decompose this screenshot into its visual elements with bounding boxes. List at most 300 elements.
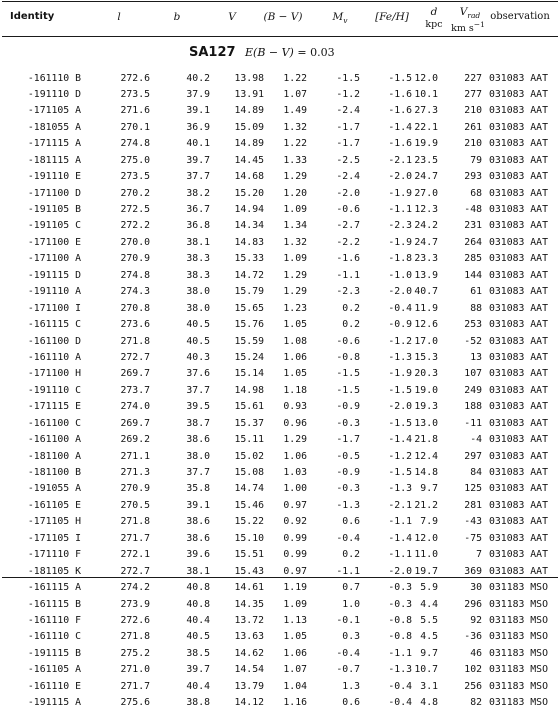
cell-identity: -161100 D — [27, 335, 81, 347]
section-heading — [0, 45, 560, 65]
cell-l: 271.8 — [120, 335, 150, 347]
cell-identity: -161100 A — [27, 434, 81, 446]
cell-d: 5.9 — [420, 582, 438, 594]
cell-mv: -1.7 — [336, 121, 360, 133]
cell-vrad: 210 — [464, 138, 482, 150]
cell-feh: -0.4 — [388, 680, 412, 692]
cell-v: 15.11 — [234, 434, 264, 446]
cell-bv: 1.06 — [283, 450, 307, 462]
header-b: b — [173, 11, 181, 23]
table-row — [0, 218, 560, 234]
cell-v: 14.98 — [234, 384, 264, 396]
cell-d: 24.2 — [414, 220, 438, 232]
cell-d: 22.1 — [414, 121, 438, 133]
cell-observation: 031083 AAT — [489, 220, 548, 232]
cell-l: 271.8 — [120, 516, 150, 528]
cell-feh: -1.5 — [388, 467, 412, 478]
cell-b: 38.6 — [186, 532, 210, 544]
cell-feh: -1.6 — [388, 105, 412, 117]
cell-mv: -0.3 — [336, 483, 360, 495]
cell-mv: -1.5 — [336, 72, 360, 84]
cell-v: 15.79 — [234, 286, 264, 298]
cell-vrad: 7 — [476, 549, 482, 561]
cell-vrad: -75 — [464, 532, 482, 544]
cell-observation: 031183 MSO — [489, 697, 548, 709]
cell-v: 13.98 — [234, 72, 264, 84]
cell-feh: -0.8 — [388, 631, 412, 643]
cell-bv: 1.29 — [283, 269, 307, 281]
cell-v: 15.08 — [234, 467, 264, 478]
header-bv: (B − V) — [263, 11, 303, 23]
cell-observation: 031083 AAT — [489, 138, 548, 150]
cell-bv: 1.06 — [283, 647, 307, 659]
cell-vrad: 231 — [464, 220, 482, 232]
cell-l: 273.5 — [120, 88, 150, 100]
cell-vrad: 125 — [464, 483, 482, 495]
cell-bv: 1.04 — [283, 680, 307, 692]
cell-bv: 0.97 — [283, 499, 307, 511]
cell-b: 39.5 — [186, 401, 210, 413]
table-row — [0, 136, 560, 152]
cell-identity: -171105 I — [27, 532, 81, 544]
cell-feh: -1.6 — [388, 88, 412, 100]
cell-vrad: 46 — [470, 647, 482, 659]
cell-b: 39.7 — [186, 664, 210, 676]
cell-identity: -161115 C — [27, 319, 81, 331]
cell-l: 272.6 — [120, 72, 150, 84]
section-reddening — [245, 46, 335, 59]
cell-l: 271.7 — [120, 680, 150, 692]
table-row — [0, 580, 560, 596]
cell-l: 269.7 — [120, 368, 150, 380]
cell-observation: 031083 AAT — [489, 72, 548, 84]
cell-b: 38.3 — [186, 269, 210, 281]
cell-observation: 031083 AAT — [489, 88, 548, 100]
cell-feh: -1.0 — [388, 269, 412, 281]
cell-feh: -1.4 — [388, 532, 412, 544]
header-mv-sub: v — [343, 16, 348, 26]
cell-l: 272.6 — [120, 614, 150, 626]
cell-feh: -1.4 — [388, 121, 412, 133]
cell-v: 14.89 — [234, 105, 264, 117]
cell-bv: 1.09 — [283, 598, 307, 610]
cell-identity: -161105 A — [27, 664, 81, 676]
cell-mv: 0.2 — [342, 549, 360, 561]
cell-bv: 0.97 — [283, 565, 307, 577]
cell-bv: 1.34 — [283, 220, 307, 232]
table-row — [0, 531, 560, 547]
cell-v: 15.24 — [234, 351, 264, 363]
cell-vrad: 210 — [464, 105, 482, 117]
cell-l: 275.2 — [120, 647, 150, 659]
cell-v: 14.83 — [234, 236, 264, 248]
cell-b: 38.1 — [186, 565, 210, 577]
cell-d: 4.8 — [420, 697, 438, 709]
cell-vrad: -36 — [464, 631, 482, 643]
cell-bv: 1.05 — [283, 631, 307, 643]
header-vrad-unit — [451, 19, 485, 35]
cell-mv: 0.3 — [342, 631, 360, 643]
cell-b: 38.0 — [186, 450, 210, 462]
cell-observation: 031083 AAT — [489, 204, 548, 215]
cell-b: 39.7 — [186, 154, 210, 166]
cell-identity: -191110 A — [27, 286, 81, 298]
cell-b: 39.1 — [186, 499, 210, 511]
cell-l: 271.7 — [120, 532, 150, 544]
cell-bv: 1.29 — [283, 434, 307, 446]
cell-b: 38.0 — [186, 302, 210, 314]
cell-bv: 1.09 — [283, 253, 307, 265]
cell-vrad: 30 — [470, 582, 482, 594]
cell-mv: -1.2 — [336, 88, 360, 100]
cell-identity: -191105 B — [27, 204, 81, 215]
cell-vrad: 61 — [470, 286, 482, 298]
cell-feh: -0.4 — [388, 302, 412, 314]
cell-mv: -1.7 — [336, 138, 360, 150]
cell-b: 38.2 — [186, 187, 210, 199]
cell-d: 12.0 — [414, 72, 438, 84]
cell-d: 11.9 — [414, 302, 438, 314]
cell-d: 21.8 — [414, 434, 438, 446]
table-row — [0, 662, 560, 678]
cell-observation: 031083 AAT — [489, 368, 548, 380]
cell-vrad: 92 — [470, 614, 482, 626]
cell-v: 13.79 — [234, 680, 264, 692]
cell-feh: -0.9 — [388, 319, 412, 331]
cell-bv: 1.19 — [283, 582, 307, 594]
cell-l: 271.0 — [120, 664, 150, 676]
cell-bv: 1.23 — [283, 302, 307, 314]
cell-feh: -1.1 — [388, 647, 412, 659]
cell-identity: -171110 F — [27, 549, 81, 561]
cell-mv: -0.8 — [336, 351, 360, 363]
cell-mv: -1.6 — [336, 253, 360, 265]
cell-v: 15.61 — [234, 401, 264, 413]
cell-feh: -2.3 — [388, 220, 412, 232]
header-rule — [2, 36, 558, 37]
cell-bv: 1.07 — [283, 664, 307, 676]
table-row — [0, 235, 560, 251]
cell-vrad: -52 — [464, 335, 482, 347]
cell-v: 14.89 — [234, 138, 264, 150]
cell-bv: 1.49 — [283, 105, 307, 117]
cell-d: 10.7 — [414, 664, 438, 676]
table-row — [0, 366, 560, 382]
cell-feh: -1.1 — [388, 204, 412, 215]
cell-identity: -161110 C — [27, 631, 81, 643]
cell-d: 9.7 — [420, 647, 438, 659]
table-row — [0, 465, 560, 481]
cell-v: 14.94 — [234, 204, 264, 215]
cell-b: 40.8 — [186, 582, 210, 594]
cell-vrad: 79 — [470, 154, 482, 166]
cell-identity: -171100 H — [27, 368, 81, 380]
cell-l: 273.5 — [120, 171, 150, 183]
cell-identity: -171100 A — [27, 253, 81, 265]
cell-feh: -1.2 — [388, 335, 412, 347]
cell-feh: -0.3 — [388, 582, 412, 594]
cell-bv: 1.29 — [283, 286, 307, 298]
cell-mv: 0.6 — [342, 697, 360, 709]
cell-b: 37.9 — [186, 88, 210, 100]
cell-l: 272.2 — [120, 220, 150, 232]
cell-l: 270.0 — [120, 236, 150, 248]
cell-observation: 031083 AAT — [489, 499, 548, 511]
cell-mv: -1.1 — [336, 565, 360, 577]
cell-mv: 0.2 — [342, 302, 360, 314]
cell-feh: -2.1 — [388, 499, 412, 511]
cell-vrad: 84 — [470, 467, 482, 478]
cell-d: 7.9 — [420, 516, 438, 528]
cell-bv: 0.99 — [283, 532, 307, 544]
cell-l: 274.8 — [120, 269, 150, 281]
table-row — [0, 169, 560, 185]
cell-l: 270.9 — [120, 253, 150, 265]
cell-observation: 031183 MSO — [489, 582, 548, 594]
cell-l: 272.1 — [120, 549, 150, 561]
cell-l: 271.6 — [120, 105, 150, 117]
cell-b: 38.0 — [186, 286, 210, 298]
top-rule — [2, 1, 558, 2]
header-mv — [332, 11, 347, 27]
header-identity: Identity — [10, 11, 55, 22]
table-row — [0, 547, 560, 563]
cell-bv: 1.00 — [283, 483, 307, 495]
cell-feh: -0.3 — [388, 598, 412, 610]
cell-identity: -161115 B — [27, 598, 81, 610]
cell-feh: -2.1 — [388, 154, 412, 166]
cell-d: 10.1 — [414, 88, 438, 100]
cell-feh: -1.5 — [388, 417, 412, 429]
cell-d: 3.1 — [420, 680, 438, 692]
cell-v: 15.14 — [234, 368, 264, 380]
cell-v: 15.37 — [234, 417, 264, 429]
cell-d: 40.7 — [414, 286, 438, 298]
cell-feh: -0.8 — [388, 614, 412, 626]
cell-v: 15.51 — [234, 549, 264, 561]
cell-v: 14.68 — [234, 171, 264, 183]
cell-v: 15.09 — [234, 121, 264, 133]
cell-feh: -2.0 — [388, 565, 412, 577]
cell-v: 14.12 — [234, 697, 264, 709]
cell-mv: -0.9 — [336, 401, 360, 413]
cell-l: 270.5 — [120, 499, 150, 511]
cell-d: 27.3 — [414, 105, 438, 117]
cell-mv: -2.4 — [336, 105, 360, 117]
cell-observation: 031183 MSO — [489, 631, 548, 643]
cell-identity: -171105 H — [27, 516, 81, 528]
cell-d: 27.0 — [414, 187, 438, 199]
cell-observation: 031083 AAT — [489, 417, 548, 429]
cell-feh: -1.3 — [388, 351, 412, 363]
cell-feh: -2.0 — [388, 171, 412, 183]
cell-bv: 1.06 — [283, 351, 307, 363]
cell-identity: -181055 A — [27, 121, 81, 133]
cell-bv: 0.96 — [283, 417, 307, 429]
table-row — [0, 679, 560, 695]
cell-bv: 1.33 — [283, 154, 307, 166]
table-row — [0, 498, 560, 514]
cell-identity: -161110 E — [27, 680, 81, 692]
table-row — [0, 202, 560, 218]
cell-v: 14.62 — [234, 647, 264, 659]
cell-b: 38.6 — [186, 516, 210, 528]
cell-vrad: 249 — [464, 384, 482, 396]
cell-mv: 1.0 — [342, 598, 360, 610]
cell-feh: -1.9 — [388, 187, 412, 199]
cell-b: 40.2 — [186, 72, 210, 84]
table-row — [0, 399, 560, 415]
table-row — [0, 449, 560, 465]
cell-d: 12.4 — [414, 450, 438, 462]
cell-b: 35.8 — [186, 483, 210, 495]
cell-l: 273.6 — [120, 319, 150, 331]
cell-bv: 1.03 — [283, 467, 307, 478]
header-d: d — [430, 6, 438, 18]
cell-d: 12.6 — [414, 319, 438, 331]
cell-observation: 031083 AAT — [489, 565, 548, 577]
cell-identity: -171100 E — [27, 236, 81, 248]
cell-b: 40.5 — [186, 319, 210, 331]
cell-observation: 031083 AAT — [489, 532, 548, 544]
table-row — [0, 432, 560, 448]
cell-vrad: 102 — [464, 664, 482, 676]
header-vrad-unit-exp: −1 — [473, 20, 485, 29]
cell-mv: -1.3 — [336, 499, 360, 511]
cell-l: 274.8 — [120, 138, 150, 150]
header-observation: observation — [490, 11, 550, 22]
cell-b: 38.6 — [186, 434, 210, 446]
cell-mv: -1.5 — [336, 368, 360, 380]
cell-bv: 1.05 — [283, 368, 307, 380]
cell-l: 270.8 — [120, 302, 150, 314]
cell-bv: 1.05 — [283, 319, 307, 331]
cell-bv: 1.22 — [283, 138, 307, 150]
cell-b: 36.7 — [186, 204, 210, 215]
cell-v: 14.74 — [234, 483, 264, 495]
table-row — [0, 268, 560, 284]
cell-observation: 031083 AAT — [489, 286, 548, 298]
cell-b: 38.3 — [186, 253, 210, 265]
cell-d: 24.7 — [414, 236, 438, 248]
cell-bv: 0.92 — [283, 516, 307, 528]
cell-identity: -171105 A — [27, 105, 81, 117]
table-body — [0, 71, 560, 712]
cell-v: 13.91 — [234, 88, 264, 100]
cell-v: 14.35 — [234, 598, 264, 610]
cell-observation: 031183 MSO — [489, 614, 548, 626]
table-row — [0, 334, 560, 350]
cell-observation: 031083 AAT — [489, 516, 548, 528]
cell-d: 4.5 — [420, 631, 438, 643]
cell-identity: -161110 F — [27, 614, 81, 626]
cell-mv: -0.1 — [336, 614, 360, 626]
cell-identity: -171100 I — [27, 302, 81, 314]
cell-mv: -0.4 — [336, 532, 360, 544]
cell-b: 37.7 — [186, 384, 210, 396]
cell-v: 15.22 — [234, 516, 264, 528]
cell-b: 39.1 — [186, 105, 210, 117]
cell-d: 5.5 — [420, 614, 438, 626]
cell-feh: -2.0 — [388, 286, 412, 298]
cell-vrad: 297 — [464, 450, 482, 462]
cell-identity: -191055 A — [27, 483, 81, 495]
cell-bv: 1.22 — [283, 72, 307, 84]
cell-d: 23.3 — [414, 253, 438, 265]
cell-mv: -0.5 — [336, 450, 360, 462]
cell-vrad: -4 — [470, 434, 482, 446]
cell-vrad: 293 — [464, 171, 482, 183]
cell-identity: -161115 A — [27, 582, 81, 594]
cell-v: 15.33 — [234, 253, 264, 265]
header-mv-main: M — [332, 11, 344, 23]
cell-mv: -1.5 — [336, 384, 360, 396]
cell-l: 272.7 — [120, 351, 150, 363]
cell-vrad: 369 — [464, 565, 482, 577]
cell-mv: 0.7 — [342, 582, 360, 594]
table-row — [0, 87, 560, 103]
cell-mv: -2.2 — [336, 236, 360, 248]
cell-observation: 031083 AAT — [489, 269, 548, 281]
cell-mv: -0.7 — [336, 664, 360, 676]
cell-feh: -1.5 — [388, 384, 412, 396]
cell-b: 37.7 — [186, 467, 210, 478]
cell-identity: -161100 C — [27, 417, 81, 429]
table-row — [0, 383, 560, 399]
table-row — [0, 514, 560, 530]
cell-feh: -1.9 — [388, 236, 412, 248]
cell-mv: 0.2 — [342, 319, 360, 331]
cell-d: 23.5 — [414, 154, 438, 166]
cell-mv: -0.4 — [336, 647, 360, 659]
cell-observation: 031083 AAT — [489, 549, 548, 561]
header-feh: [Fe/H] — [375, 11, 409, 23]
table-row — [0, 317, 560, 333]
cell-identity: -161105 E — [27, 499, 81, 511]
section-ebv-label: E(B − V) — [245, 46, 294, 59]
cell-d: 12.3 — [414, 204, 438, 215]
cell-l: 274.2 — [120, 582, 150, 594]
cell-identity: -161110 A — [27, 351, 81, 363]
cell-bv: 1.09 — [283, 204, 307, 215]
cell-observation: 031083 AAT — [489, 121, 548, 133]
cell-v: 15.10 — [234, 532, 264, 544]
cell-feh: -1.5 — [388, 72, 412, 84]
cell-observation: 031083 AAT — [489, 450, 548, 462]
cell-identity: -171115 E — [27, 401, 81, 413]
cell-feh: -1.1 — [388, 516, 412, 528]
cell-bv: 1.29 — [283, 171, 307, 183]
cell-d: 12.0 — [414, 532, 438, 544]
cell-b: 40.1 — [186, 138, 210, 150]
cell-observation: 031083 AAT — [489, 154, 548, 166]
cell-v: 14.54 — [234, 664, 264, 676]
cell-observation: 031083 AAT — [489, 401, 548, 413]
cell-identity: -191110 D — [27, 88, 81, 100]
cell-vrad: 281 — [464, 499, 482, 511]
cell-identity: -181100 A — [27, 450, 81, 462]
cell-d: 4.4 — [420, 598, 438, 610]
cell-mv: -2.5 — [336, 154, 360, 166]
cell-v: 13.63 — [234, 631, 264, 643]
table-row — [0, 646, 560, 662]
cell-vrad: 227 — [464, 72, 482, 84]
cell-b: 38.7 — [186, 417, 210, 429]
cell-v: 14.34 — [234, 220, 264, 232]
cell-b: 40.5 — [186, 335, 210, 347]
cell-feh: -1.3 — [388, 483, 412, 495]
cell-feh: -0.4 — [388, 697, 412, 709]
